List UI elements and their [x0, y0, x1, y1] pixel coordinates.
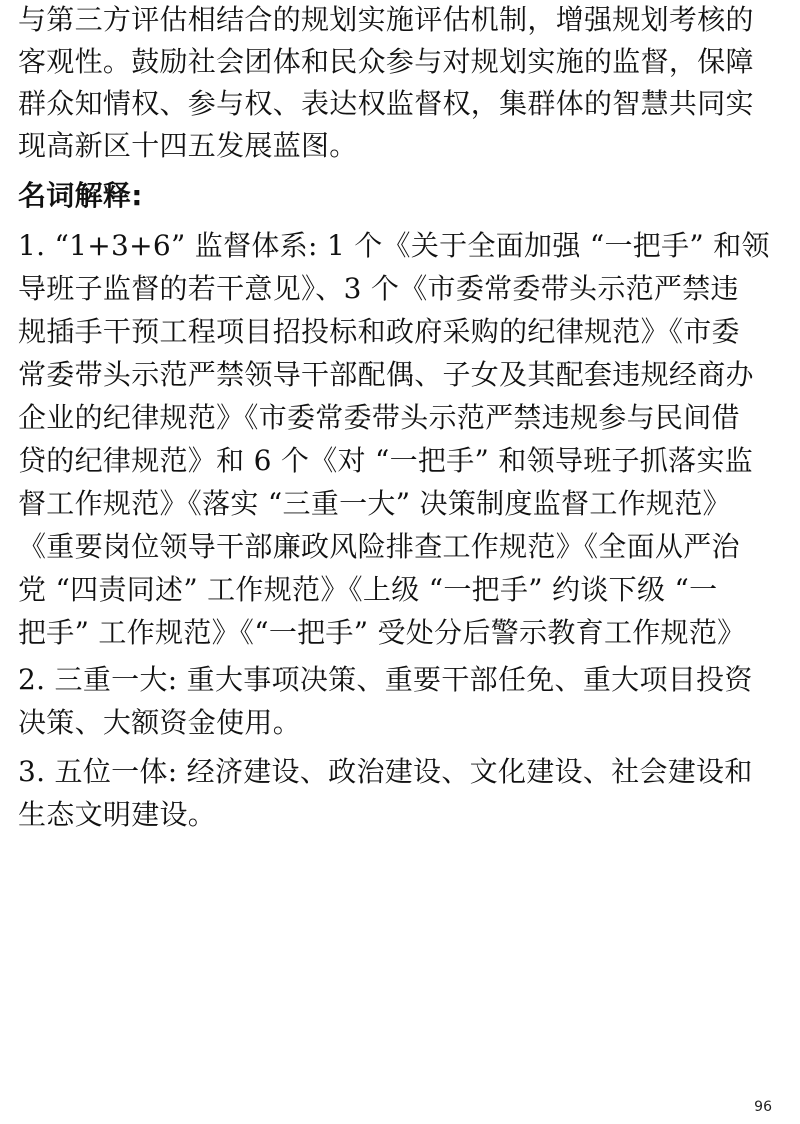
glossary-item1-line-7: 督工作规范》《落实 “三重一大” 决策制度监督工作规范》: [18, 487, 731, 520]
glossary-item1-line-10: 把手” 工作规范》《“一把手” 受处分后警示教育工作规范》: [18, 616, 746, 649]
glossary-item1-line-5: 企业的纪律规范》《市委常委带头示范严禁违规参与民间借: [18, 401, 740, 434]
intro-line-4: 现高新区十四五发展蓝图。: [18, 129, 358, 162]
intro-line-2: 客观性。鼓励社会团体和民众参与对规划实施的监督，保障: [18, 45, 754, 78]
glossary-item3-line-2: 生态文明建设。: [18, 798, 217, 831]
glossary-item2-line-1: 2. 三重一大: 重大事项决策、重要干部任免、重大项目投资: [18, 663, 753, 696]
glossary-item1-line-6: 贷的纪律规范》和 6 个《对 “一把手” 和领导班子抓落实监: [18, 444, 754, 477]
glossary-item1-line-1: 1. “1+3+6” 监督体系: 1 个《关于全面加强 “一把手” 和领: [18, 229, 770, 262]
glossary-item1-line-4: 常委带头示范严禁领导干部配偶、子女及其配套违规经商办: [18, 358, 754, 391]
glossary-heading: 名词解释:: [18, 179, 143, 212]
intro-line-3: 群众知情权、参与权、表达权监督权，集群体的智慧共同实: [18, 87, 754, 120]
glossary-item1-line-9: 党 “四责同述” 工作规范》《上级 “一把手” 约谈下级 “一: [18, 573, 718, 606]
intro-line-1: 与第三方评估相结合的规划实施评估机制，增强规划考核的: [18, 3, 754, 36]
page-number: 96: [754, 1099, 772, 1115]
glossary-item2-line-2: 决策、大额资金使用。: [18, 706, 302, 739]
glossary-item3-line-1: 3. 五位一体: 经济建设、政治建设、文化建设、社会建设和: [18, 755, 753, 788]
glossary-item1-line-2: 导班子监督的若干意见》、3 个《市委常委带头示范严禁违: [18, 272, 739, 305]
glossary-item1-line-3: 规插手干预工程项目招投标和政府采购的纪律规范》《市委: [18, 315, 740, 348]
glossary-item1-line-8: 《重要岗位领导干部廉政风险排查工作规范》《全面从严治: [18, 530, 740, 563]
